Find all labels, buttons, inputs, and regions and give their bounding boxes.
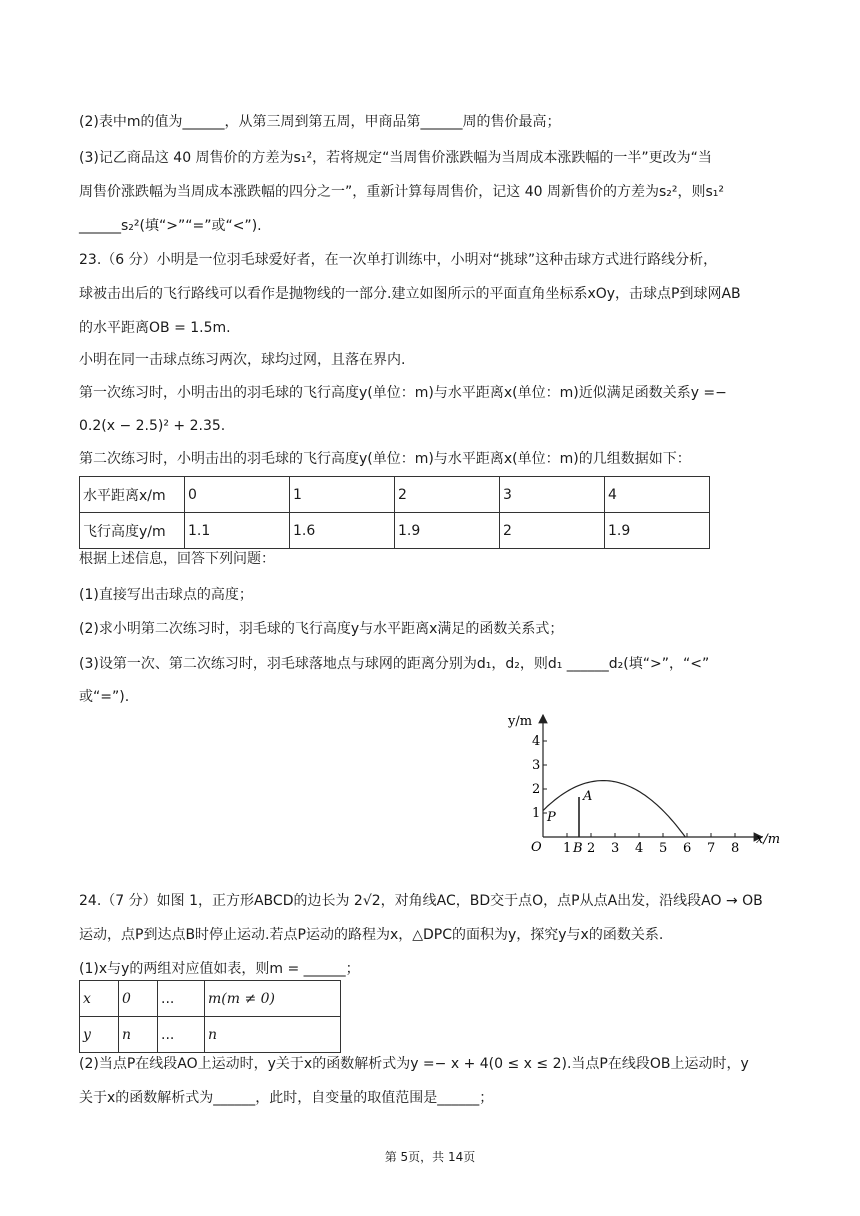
x-tick-label: 5 (659, 841, 668, 855)
table-cell: 1 (290, 477, 395, 513)
table-header-cell: 水平距离x/m (80, 477, 185, 513)
q23-line7: 第二次练习时，小明击出的羽毛球的飞行高度y(单位：m)与水平距离x(单位：m)的几组数据如下： (79, 451, 691, 467)
q22-part3-line1: (3)记乙商品这 40 周售价的方差为s₁²，若将规定“当周售价涨跌幅为当周成本涨跌幅的一半”更改为“当 (79, 150, 712, 166)
table-cell: 0 (185, 477, 290, 513)
q23-line9: (1)直接写出击球点的高度； (79, 587, 253, 603)
table-cell: 3 (500, 477, 605, 513)
y-tick-label: 1 (532, 806, 541, 821)
point-a-label: A (583, 789, 593, 804)
q23-line3: 的水平距离OB = 1.5m. (79, 320, 231, 336)
table-cell: ... (158, 981, 205, 1017)
table-cell: x (80, 981, 119, 1017)
q23-line1: 23.（6 分）小明是一位羽毛球爱好者，在一次单打训练中，小明对“挑球”这种击球方式进行路线分析， (79, 252, 718, 268)
table-row (80, 981, 341, 1017)
y-axis-label: y/m (508, 714, 533, 729)
q24-line5: 关于x的函数解析式为______，此时，自变量的取值范围是______； (79, 1090, 494, 1106)
x-tick-label: 1 (563, 841, 572, 855)
table-row (80, 1017, 341, 1053)
table-cell: n (119, 1017, 158, 1053)
q23-line12: 或“=”). (79, 689, 130, 705)
q23-line8: 根据上述信息，回答下列问题： (79, 551, 275, 567)
q23-data-table (79, 476, 710, 549)
origin-label: O (531, 840, 542, 855)
q23-line11: (3)设第一次、第二次练习时，羽毛球落地点与球网的距离分别为d₁，d₂，则d₁ ______d₂(填“>”，“<” (79, 656, 710, 672)
x-tick-label: 2 (587, 841, 596, 855)
point-p-label: P (547, 810, 556, 825)
y-ticks (532, 734, 547, 821)
table-row (80, 513, 710, 549)
q22-part3-line2: 周售价涨跌幅为当周成本涨跌幅的四分之一”，重新计算每周售价，记这 40 周新售价的方差为s₂²，则s₁² (79, 184, 725, 200)
q24-line2: 运动，点P到达点B时停止运动.若点P运动的路程为x，△DPC的面积为y，探究y与x的函数关系. (79, 927, 664, 943)
table-cell: 1.1 (185, 513, 290, 549)
table-cell: 1.9 (395, 513, 500, 549)
table-cell: n (205, 1017, 341, 1053)
table-header-cell: 飞行高度y/m (80, 513, 185, 549)
q24-line1: 24.（7 分）如图 1，正方形ABCD的边长为 2√2，对角线AC，BD交于点O，点P从点A出发，沿线段AO → OB (79, 893, 763, 909)
x-tick-label: 7 (707, 841, 716, 855)
q22-part3-line3: ______s₂²(填“>”“=”或“<”). (79, 218, 262, 234)
q23-line6: 0.2(x − 2.5)² + 2.35. (79, 418, 226, 434)
table-row (80, 477, 710, 513)
table-cell: y (80, 1017, 119, 1053)
q23-line2: 球被击出后的飞行路线可以看作是抛物线的一部分.建立如图所示的平面直角坐标系xOy，击球点P到球网AB (79, 286, 741, 302)
q24-line3: (1)x与y的两组对应值如表，则m = ______； (79, 961, 360, 977)
y-tick-label: 2 (532, 782, 541, 797)
table-cell: ... (158, 1017, 205, 1053)
x-ticks (563, 833, 739, 855)
x-tick-label: 3 (611, 841, 620, 855)
q23-line4: 小明在同一击球点练习两次，球均过网，且落在界内. (79, 352, 406, 368)
table-cell: 0 (119, 981, 158, 1017)
y-tick-label: 3 (532, 758, 541, 773)
table-cell: 1.9 (605, 513, 710, 549)
q24-line4: (2)当点P在线段AO上运动时，y关于x的函数解析式为y =− x + 4(0 ≤ x ≤ 2).当点P在线段OB上运动时，y (79, 1056, 749, 1072)
table-cell: 2 (500, 513, 605, 549)
q23-line10: (2)求小明第二次练习时，羽毛球的飞行高度y与水平距离x满足的函数关系式； (79, 621, 564, 637)
y-tick-label: 4 (532, 734, 541, 749)
table-cell: m(m ≠ 0) (205, 981, 341, 1017)
q23-line5: 第一次练习时，小明击出的羽毛球的飞行高度y(单位：m)与水平距离x(单位：m)近似满足函数关系y =− (79, 385, 727, 401)
q22-part2: (2)表中m的值为______，从第三周到第五周，甲商品第______周的售价最高； (79, 114, 561, 130)
table-cell: 2 (395, 477, 500, 513)
table-cell: 1.6 (290, 513, 395, 549)
point-b-label: B (573, 841, 583, 855)
trajectory-graph (500, 705, 790, 855)
trajectory-curve (543, 781, 685, 837)
x-tick-label: 8 (731, 841, 740, 855)
page-footer: 第 5页，共 14页 (384, 1150, 476, 1164)
x-tick-label: 4 (635, 841, 644, 855)
table-cell: 4 (605, 477, 710, 513)
x-axis-label: x/m (756, 832, 781, 847)
x-tick-label: 6 (683, 841, 692, 855)
q24-value-table (79, 980, 341, 1053)
